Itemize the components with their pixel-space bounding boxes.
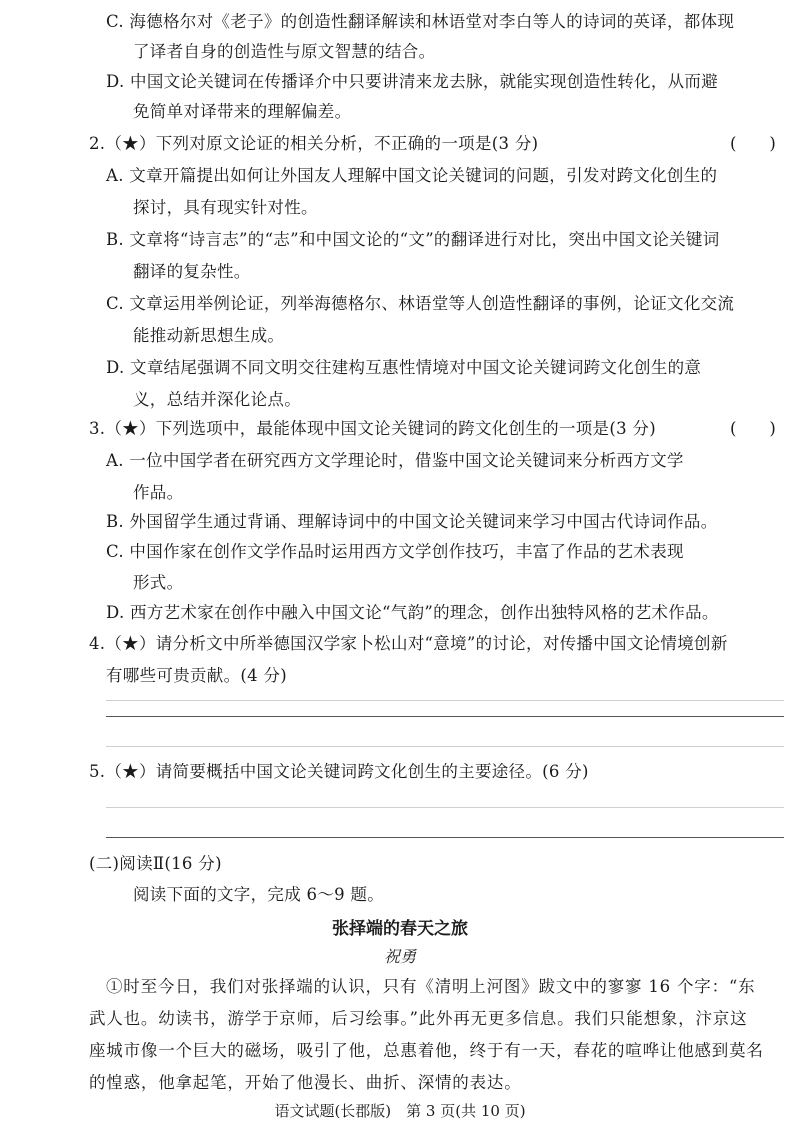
reading-instruction: 阅读下面的文字，完成 6～9 题。 bbox=[133, 885, 385, 904]
q3-option-d: D. 西方艺术家在创作中融入中国文论“气韵”的理念，创作出独特风格的艺术作品。 bbox=[106, 603, 719, 622]
q2-stem: 2.（★）下列对原文论证的相关分析，不正确的一项是(3 分) bbox=[89, 134, 539, 153]
q1-option-c-line2: 了译者自身的创造性与原文智慧的结合。 bbox=[133, 42, 436, 61]
q1-option-c-line1: C. 海德格尔对《老子》的创造性翻译解读和林语堂对李白等人的诗词的英译，都体现 bbox=[106, 12, 735, 31]
article-author: 祝勇 bbox=[383, 947, 416, 966]
q3-answer-paren: ( ) bbox=[730, 419, 776, 438]
q2-option-c-line2: 能推动新思想生成。 bbox=[133, 326, 285, 345]
q4-stem-line1: 4.（★）请分析文中所举德国汉学家卜松山对“意境”的讨论，对传播中国文论情境创新 bbox=[89, 634, 728, 653]
section-heading: (二)阅读Ⅱ(16 分) bbox=[89, 854, 222, 873]
q3-option-c-line2: 形式。 bbox=[133, 573, 184, 592]
q3-stem: 3.（★）下列选项中，最能体现中国文论关键词的跨文化创生的一项是(3 分) bbox=[89, 419, 656, 438]
article-title: 张择端的春天之旅 bbox=[332, 919, 468, 939]
q3-option-a-line2: 作品。 bbox=[133, 483, 184, 502]
q3-option-c-line1: C. 中国作家在创作文学作品时运用西方文学创作技巧，丰富了作品的艺术表现 bbox=[106, 542, 684, 561]
article-paragraph-line4: 的惶惑，他拿起笔，开始了他漫长、曲折、深情的表达。 bbox=[89, 1073, 522, 1092]
page-footer: 语文试题(长郡版) 第 3 页(共 10 页) bbox=[274, 1102, 526, 1120]
q5-stem: 5.（★）请简要概括中国文论关键词跨文化创生的主要途径。(6 分) bbox=[89, 762, 589, 781]
q2-option-b-line1: B. 文章将“诗言志”的“志”和中国文论的“文”的翻译进行对比，突出中国文论关键词 bbox=[106, 230, 720, 249]
q4-stem-line2: 有哪些可贵贡献。(4 分) bbox=[106, 666, 288, 685]
q2-answer-paren: ( ) bbox=[730, 134, 776, 153]
q4-answer-line-2 bbox=[106, 716, 784, 717]
article-paragraph-line1: ①时至今日，我们对张择端的认识，只有《清明上河图》跋文中的寥寥 16 个字：“东 bbox=[106, 977, 756, 996]
q3-option-a-line1: A. 一位中国学者在研究西方文学理论时，借鉴中国文论关键词来分析西方文学 bbox=[106, 451, 684, 470]
q2-option-d-line2: 义，总结并深化论点。 bbox=[133, 390, 301, 409]
q5-answer-line-1 bbox=[106, 807, 784, 808]
q4-answer-line-1 bbox=[106, 700, 784, 701]
article-paragraph-line3: 座城市像一个巨大的磁场，吸引了他，总惠着他，终于有一天，春花的喧哗让他感到莫名 bbox=[89, 1041, 764, 1060]
q3-option-b: B. 外国留学生通过背诵、理解诗词中的中国文论关键词来学习中国古代诗词作品。 bbox=[106, 512, 718, 531]
q1-option-d-line1: D. 中国文论关键词在传播译介中只要讲清来龙去脉，就能实现创造性转化，从而避 bbox=[106, 72, 719, 91]
q2-option-a-line2: 探讨，具有现实针对性。 bbox=[133, 198, 318, 217]
q4-answer-line-3 bbox=[106, 746, 784, 747]
q2-option-a-line1: A. 文章开篇提出如何让外国友人理解中国文论关键词的问题，引发对跨文化创生的 bbox=[106, 166, 718, 185]
article-paragraph-line2: 武人也。幼读书，游学于京师，后习绘事。”此外再无更多信息。我们只能想象，汴京这 bbox=[89, 1009, 748, 1028]
q2-option-d-line1: D. 文章结尾强调不同文明交往建构互惠性情境对中国文论关键词跨文化创生的意 bbox=[106, 358, 702, 377]
q2-option-b-line2: 翻译的复杂性。 bbox=[133, 262, 251, 281]
q5-answer-line-2 bbox=[106, 837, 784, 838]
q1-option-d-line2: 免简单对译带来的理解偏差。 bbox=[133, 102, 352, 121]
q2-option-c-line1: C. 文章运用举例论证，列举海德格尔、林语堂等人创造性翻译的事例，论证文化交流 bbox=[106, 294, 735, 313]
